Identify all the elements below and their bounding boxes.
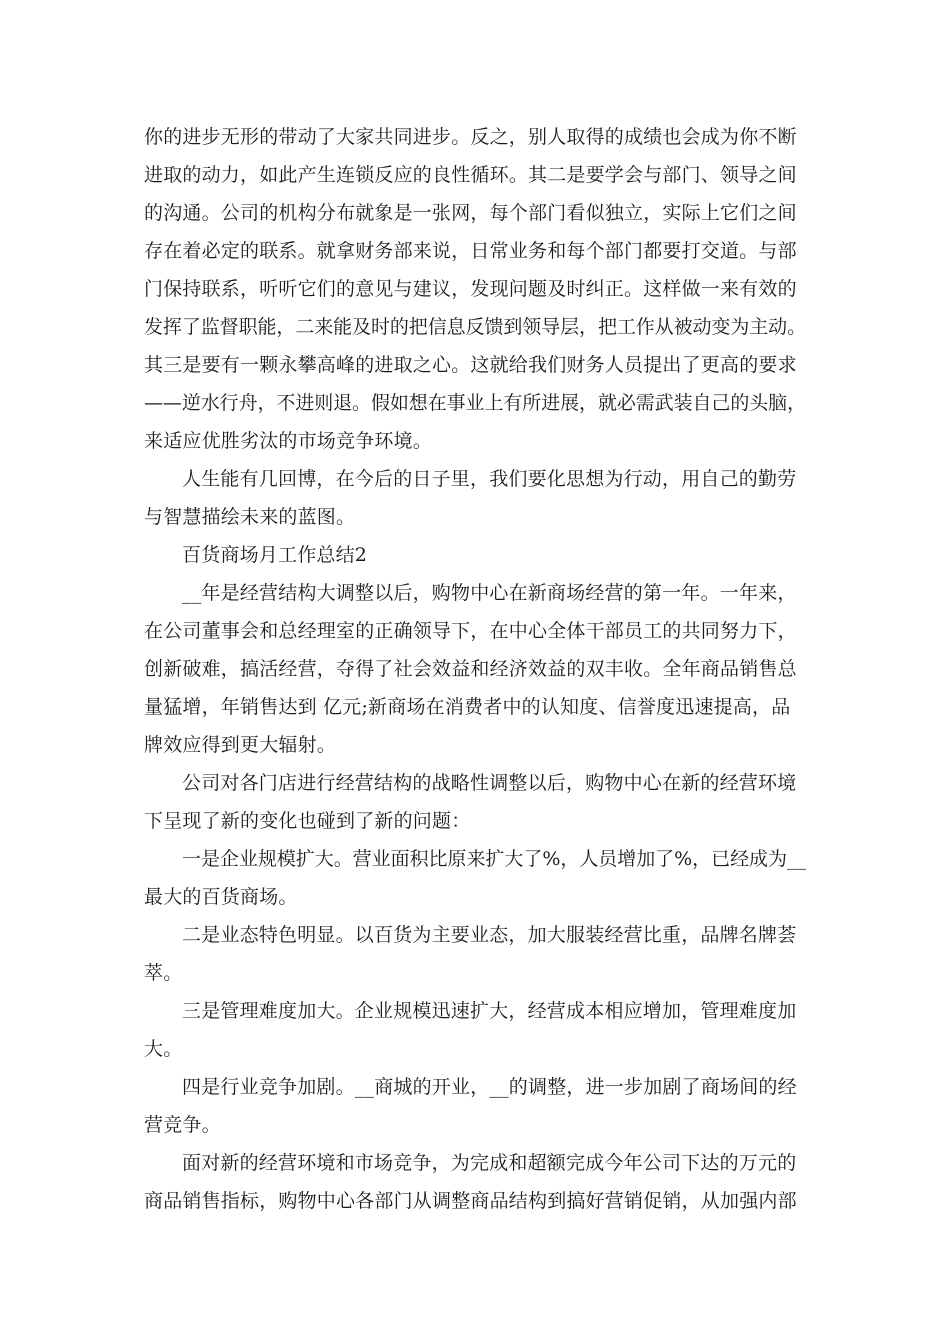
text-line: 最大的百货商场。 bbox=[144, 886, 298, 908]
text-line: 营竞争。 bbox=[144, 1114, 221, 1136]
text-line: 你的进步无形的带动了大家共同进步。反之，别人取得的成绩也会成为你不断 bbox=[144, 126, 797, 148]
text-line: 商品销售指标，购物中心各部门从调整商品结构到搞好营销促销，从加强内部 bbox=[144, 1190, 797, 1212]
text-line: 公司对各门店进行经营结构的战略性调整以后，购物中心在新的经营环境 bbox=[182, 772, 797, 794]
text-line: 三是管理难度加大。企业规模迅速扩大，经营成本相应增加，管理难度加 bbox=[182, 1000, 797, 1022]
text-line: 与智慧描绘未来的蓝图。 bbox=[144, 506, 356, 528]
text-line: 大。 bbox=[144, 1038, 183, 1060]
text-line: 创新破难，搞活经营，夺得了社会效益和经济效益的双丰收。全年商品销售总 bbox=[144, 658, 797, 680]
text-line: 在公司董事会和总经理室的正确领导下，在中心全体干部员工的共同努力下， bbox=[144, 620, 797, 642]
text-line: ——逆水行舟，不进则退。假如想在事业上有所进展，就必需武装自己的头脑， bbox=[144, 392, 807, 414]
text-line: 萃。 bbox=[144, 962, 183, 984]
text-line: 牌效应得到更大辐射。 bbox=[144, 734, 337, 756]
text-line: __年是经营结构大调整以后，购物中心在新商场经营的第一年。一年来， bbox=[182, 582, 797, 604]
text-line: 其三是要有一颗永攀高峰的进取之心。这就给我们财务人员提出了更高的要求 bbox=[144, 354, 797, 376]
text-line: 来适应优胜劣汰的市场竞争环境。 bbox=[144, 430, 433, 452]
text-line: 发挥了监督职能，二来能及时的把信息反馈到领导层，把工作从被动变为主动。 bbox=[144, 316, 807, 338]
document-body bbox=[144, 118, 806, 1220]
text-line: 四是行业竞争加剧。__商城的开业，__的调整，进一步加剧了商场间的经 bbox=[182, 1076, 797, 1098]
text-line: 量猛增，年销售达到 亿元;新商场在消费者中的认知度、信誉度迅速提高，品 bbox=[144, 696, 791, 718]
text-line: 存在着必定的联系。就拿财务部来说，日常业务和每个部门都要打交道。与部 bbox=[144, 240, 797, 262]
text-line: 二是业态特色明显。以百货为主要业态，加大服装经营比重，品牌名牌荟 bbox=[182, 924, 797, 946]
text-line: 人生能有几回博，在今后的日子里，我们要化思想为行动，用自己的勤劳 bbox=[182, 468, 797, 490]
text-line: 的沟通。公司的机构分布就象是一张网，每个部门看似独立，实际上它们之间 bbox=[144, 202, 797, 224]
text-line: 下呈现了新的变化也碰到了新的问题： bbox=[144, 810, 471, 832]
text-line: 一是企业规模扩大。营业面积比原来扩大了%，人员增加了%，已经成为__ bbox=[182, 848, 806, 870]
text-line: 百货商场月工作总结2 bbox=[182, 544, 368, 566]
text-line: 面对新的经营环境和市场竞争，为完成和超额完成今年公司下达的万元的 bbox=[182, 1152, 797, 1174]
text-line: 进取的动力，如此产生连锁反应的良性循环。其二是要学会与部门、领导之间 bbox=[144, 164, 797, 186]
text-line: 门保持联系，听听它们的意见与建议，发现问题及时纠正。这样做一来有效的 bbox=[144, 278, 797, 300]
